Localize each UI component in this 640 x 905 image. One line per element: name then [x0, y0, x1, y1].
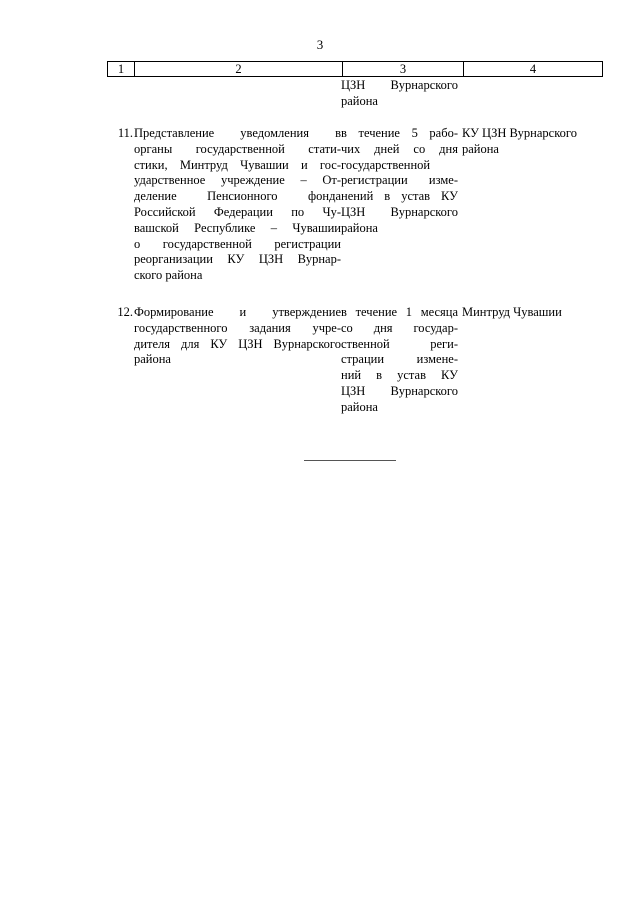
text-line: государственной: [341, 157, 431, 172]
text-line: ского района: [134, 268, 203, 283]
text-line: о государственной регистрации: [134, 236, 341, 251]
text-line: дителя для КУ ЦЗН Вурнарского: [134, 336, 341, 351]
column-number-header: [107, 61, 603, 77]
continuation-term: [341, 78, 458, 110]
text-line: страции измене-: [341, 352, 458, 367]
header-col-1: 1: [108, 62, 135, 77]
text-line: района: [341, 220, 378, 235]
text-line: чих дней со дня: [341, 141, 458, 156]
text-line: Представление уведомления в: [134, 126, 341, 140]
text-line: Формирование и утверждение: [134, 305, 341, 319]
text-line: района: [341, 93, 378, 108]
text-line: реорганизации КУ ЦЗН Вурнар-: [134, 252, 341, 267]
measure-responsible: [462, 305, 602, 321]
text-line: Минтруд Чувашии: [462, 305, 562, 319]
text-line: ЦЗН Вурнарского: [341, 78, 458, 92]
measure-term: [341, 126, 458, 237]
row-number: 12.: [117, 305, 133, 319]
text-line: государственного задания учре-: [134, 320, 341, 335]
end-divider: [304, 460, 396, 461]
text-line: со дня государ-: [341, 320, 458, 335]
text-line: регистрации изме-: [341, 173, 458, 188]
text-line: ЦЗН Вурнарского: [341, 204, 458, 219]
text-line: района: [341, 399, 378, 414]
text-line: стики, Минтруд Чувашии и гос-: [134, 157, 341, 172]
text-line: района: [134, 352, 171, 367]
text-line: Российской Федерации по Чу-: [134, 204, 341, 219]
text-line: ЦЗН Вурнарского: [341, 383, 458, 398]
text-line: в течение 1 месяца: [341, 305, 458, 319]
text-line: ударственное учреждение – От-: [134, 173, 341, 188]
page-number: 3: [316, 37, 324, 52]
text-line: в течение 5 рабо-: [341, 126, 458, 140]
header-col-4: 4: [464, 62, 603, 77]
header-col-3: 3: [343, 62, 464, 77]
text-line: вашской Республике – Чувашии: [134, 220, 341, 235]
text-line: органы государственной стати-: [134, 141, 341, 156]
measure-name: [134, 305, 341, 368]
text-line: нений в устав КУ: [341, 189, 458, 204]
text-line: КУ ЦЗН Вурнарского: [462, 126, 577, 140]
row-number: 11.: [117, 126, 133, 140]
text-line: района: [462, 141, 499, 156]
measure-responsible: [462, 126, 602, 158]
text-line: ний в устав КУ: [341, 368, 458, 383]
text-line: деление Пенсионного фонда: [134, 189, 341, 204]
header-col-2: 2: [135, 62, 343, 77]
measure-term: [341, 305, 458, 416]
text-line: ственной реги-: [341, 336, 458, 351]
measure-name: [134, 126, 341, 284]
